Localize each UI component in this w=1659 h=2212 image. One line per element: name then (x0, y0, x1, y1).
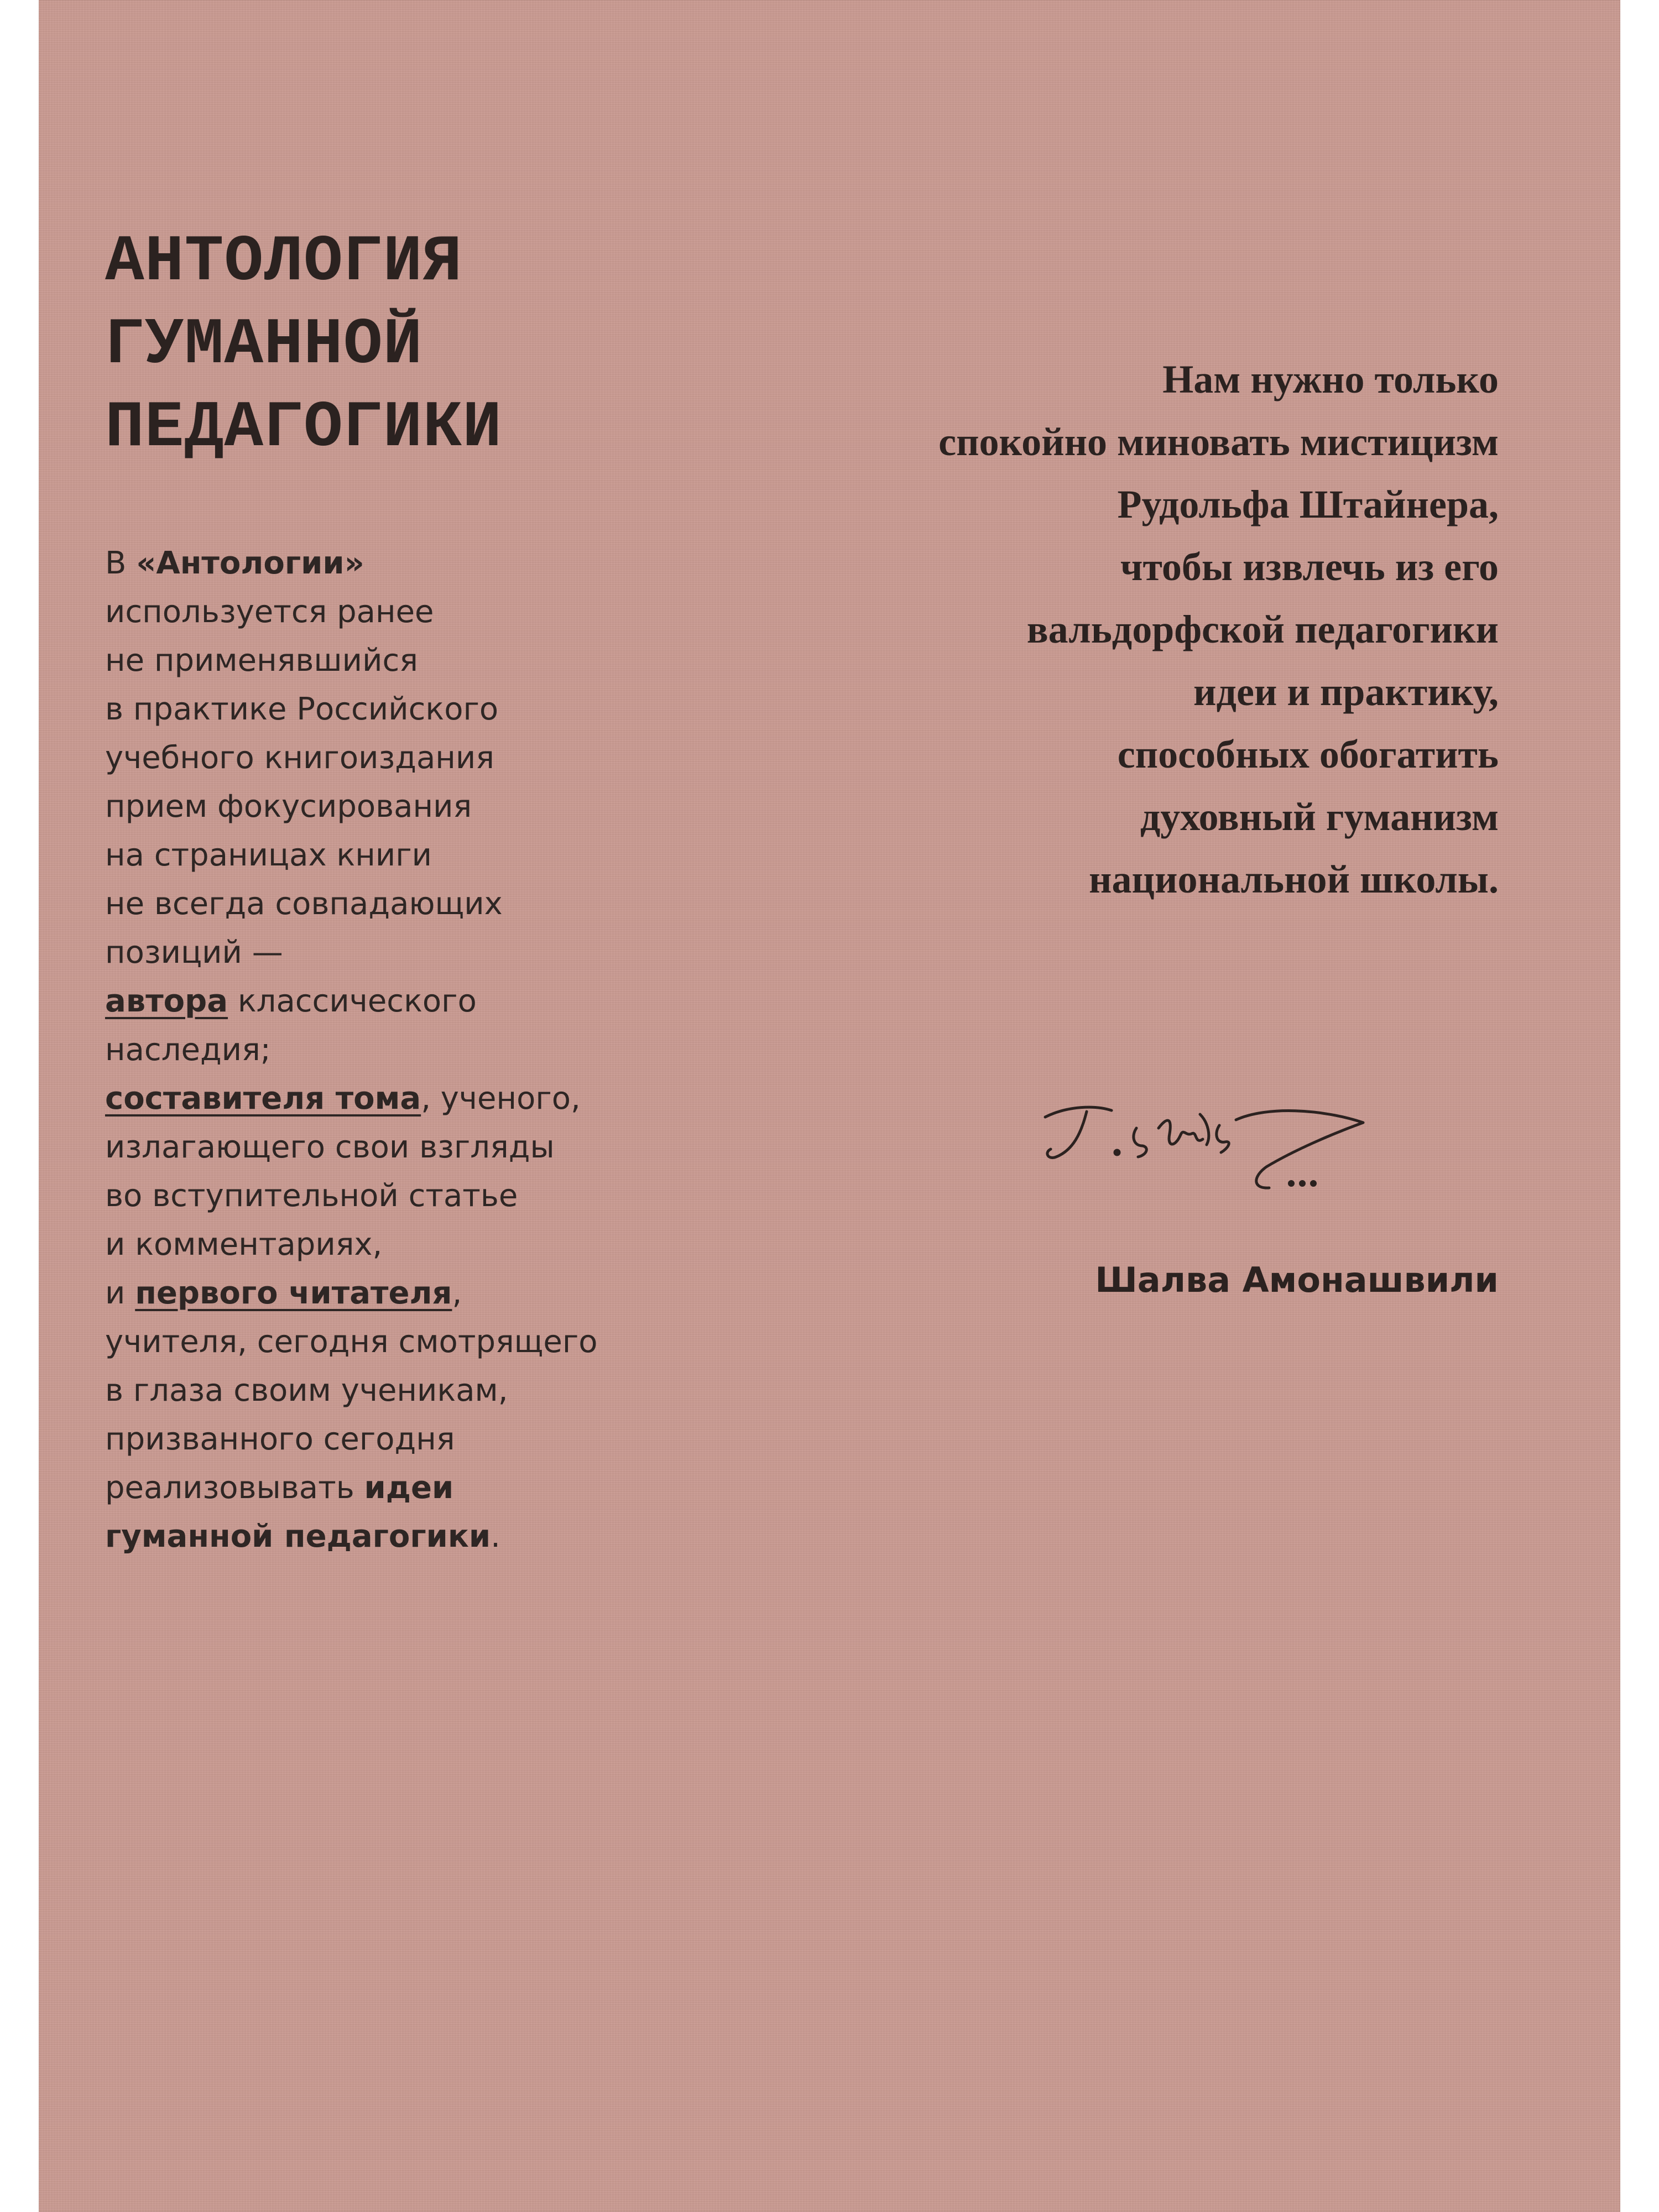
desc-line: на страницах книги (105, 837, 432, 873)
desc-line (105, 1074, 598, 1123)
quote-block (813, 348, 1499, 911)
desc-line: позиций — (105, 935, 283, 971)
desc-bold-humane-pedagogy: гуманной педагогики (105, 1519, 491, 1554)
quote-line-6: идеи и практику, (1193, 670, 1499, 714)
desc-line (105, 1464, 598, 1512)
desc-line: учебного книгоиздания (105, 740, 494, 776)
quote-line-5: вальдорфской педагогики (1026, 607, 1499, 651)
desc-line (105, 539, 598, 588)
desc-line: призванного сегодня (105, 1421, 455, 1457)
title-line-2: ГУМАННОЙ (105, 309, 423, 382)
desc-line (105, 977, 598, 1026)
desc-underline-compiler: составителя тома (105, 1081, 421, 1117)
desc-underline-first-reader: первого читателя (135, 1275, 452, 1311)
desc-line (105, 1512, 598, 1561)
desc-text: классического (228, 983, 477, 1019)
quote-line-1: Нам нужно только (1162, 357, 1499, 401)
title-line-3: ПЕДАГОГИКИ (105, 392, 503, 465)
desc-bold-ideas: идеи (364, 1470, 454, 1506)
desc-line: не всегда совпадающих (105, 886, 503, 922)
quote-line-8: духовный гуманизм (1140, 795, 1499, 839)
desc-line (105, 1269, 598, 1318)
handwritten-signature (1034, 1095, 1394, 1222)
desc-bold-anthology: «Антологии» (136, 545, 364, 581)
quote-line-7: способных обогатить (1117, 732, 1499, 776)
desc-text: , ученого, (421, 1081, 581, 1117)
desc-line: учителя, сегодня смотрящего (105, 1324, 598, 1360)
author-name: Шалва Амонашвили (1095, 1260, 1499, 1300)
quote-line-4: чтобы извлечь из его (1120, 545, 1499, 589)
desc-text: реализовывать (105, 1470, 364, 1506)
quote-line-3: Рудольфа Штайнера, (1117, 482, 1499, 526)
quote-line-9: национальной школы. (1089, 857, 1499, 901)
title-line-1: АНТОЛОГИЯ (105, 226, 463, 299)
desc-line: во вступительной статье (105, 1178, 518, 1214)
quote-line-2: спокойно миновать мистицизм (938, 420, 1499, 464)
desc-line: в практике Российского (105, 691, 499, 727)
book-back-cover (39, 0, 1620, 2212)
desc-underline-author: автора (105, 983, 228, 1019)
description-text (105, 539, 598, 1561)
desc-line: и комментариях, (105, 1227, 383, 1262)
desc-text: . (491, 1519, 500, 1554)
desc-line: прием фокусирования (105, 789, 472, 825)
desc-line: не применявшийся (105, 643, 418, 679)
desc-text: , (452, 1275, 462, 1311)
desc-line: используется ранее (105, 594, 434, 630)
book-title (105, 221, 502, 470)
desc-text: и (105, 1275, 135, 1311)
desc-line: в глаза своим ученикам, (105, 1373, 508, 1408)
desc-line: наследия; (105, 1032, 271, 1068)
desc-text: В (105, 545, 137, 581)
desc-line: излагающего свои взгляды (105, 1129, 555, 1165)
